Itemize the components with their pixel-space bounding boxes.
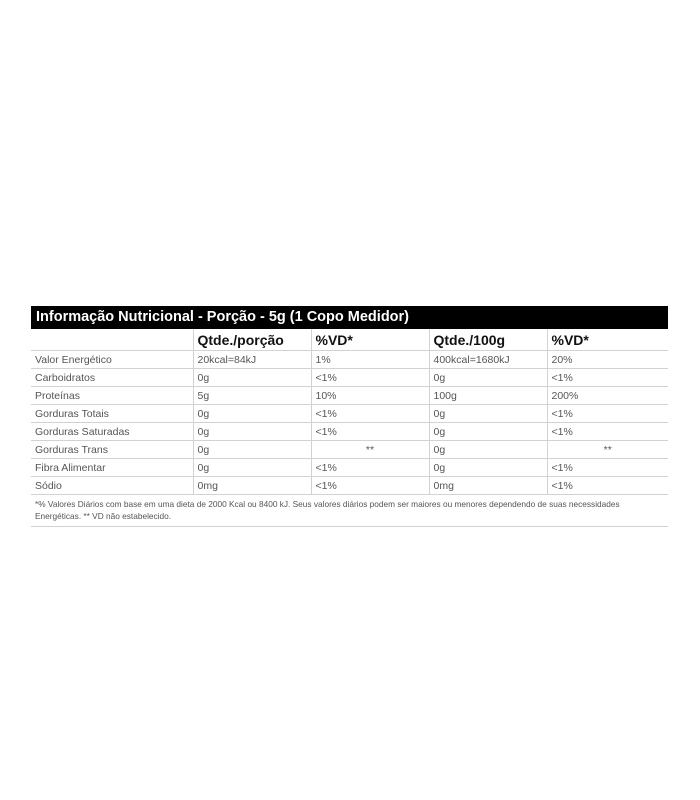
table-row (31, 441, 668, 459)
nutrition-title: Informação Nutricional - Porção - 5g (1 Copo Medidor) (31, 306, 668, 329)
table-row (31, 459, 668, 477)
qty-per-100g: 400kcal=1680kJ (429, 351, 547, 369)
dv-per-100g: ** (547, 441, 668, 459)
dv-per-serving: 10% (311, 387, 429, 405)
dv-per-100g: <1% (547, 405, 668, 423)
qty-per-serving: 0g (193, 459, 311, 477)
dv-per-100g: <1% (547, 423, 668, 441)
dv-per-serving: <1% (311, 423, 429, 441)
nutrition-table (31, 329, 668, 495)
qty-per-100g: 0mg (429, 477, 547, 495)
qty-per-serving: 0g (193, 369, 311, 387)
dv-per-serving: <1% (311, 405, 429, 423)
qty-per-serving: 5g (193, 387, 311, 405)
dv-per-100g: 200% (547, 387, 668, 405)
dv-per-serving: <1% (311, 369, 429, 387)
qty-per-serving: 0g (193, 441, 311, 459)
dv-per-100g: <1% (547, 369, 668, 387)
header-dv-per-serving: %VD* (311, 329, 429, 351)
nutrient-name: Gorduras Totais (31, 405, 193, 423)
dv-per-serving: <1% (311, 477, 429, 495)
table-row (31, 387, 668, 405)
table-row (31, 405, 668, 423)
header-row (31, 329, 668, 351)
qty-per-serving: 20kcal=84kJ (193, 351, 311, 369)
table-row (31, 351, 668, 369)
table-row (31, 477, 668, 495)
dv-per-100g: <1% (547, 477, 668, 495)
nutrient-name: Sódio (31, 477, 193, 495)
header-qty-per-100g: Qtde./100g (429, 329, 547, 351)
qty-per-serving: 0g (193, 405, 311, 423)
qty-per-100g: 100g (429, 387, 547, 405)
qty-per-serving: 0mg (193, 477, 311, 495)
table-row (31, 369, 668, 387)
header-nutrient (31, 329, 193, 351)
nutrient-name: Proteínas (31, 387, 193, 405)
qty-per-100g: 0g (429, 441, 547, 459)
dv-per-serving: <1% (311, 459, 429, 477)
qty-per-100g: 0g (429, 369, 547, 387)
nutrient-name: Gorduras Saturadas (31, 423, 193, 441)
dv-per-serving: 1% (311, 351, 429, 369)
qty-per-100g: 0g (429, 423, 547, 441)
table-row (31, 423, 668, 441)
qty-per-100g: 0g (429, 459, 547, 477)
header-dv-per-100g: %VD* (547, 329, 668, 351)
dv-per-serving: ** (311, 441, 429, 459)
nutrient-name: Fibra Alimentar (31, 459, 193, 477)
daily-values-footnote: *% Valores Diários com base em uma dieta de 2000 Kcal ou 8400 kJ. Seus valores diários podem ser maiores ou menores dependendo de suas necessidades Energéticas. ** VD não estabelecido. (31, 495, 668, 527)
nutrient-name: Carboidratos (31, 369, 193, 387)
nutrient-name: Valor Energético (31, 351, 193, 369)
dv-per-100g: <1% (547, 459, 668, 477)
nutrition-facts-panel (31, 306, 668, 527)
qty-per-serving: 0g (193, 423, 311, 441)
nutrient-name: Gorduras Trans (31, 441, 193, 459)
dv-per-100g: 20% (547, 351, 668, 369)
header-qty-per-serving: Qtde./porção (193, 329, 311, 351)
qty-per-100g: 0g (429, 405, 547, 423)
